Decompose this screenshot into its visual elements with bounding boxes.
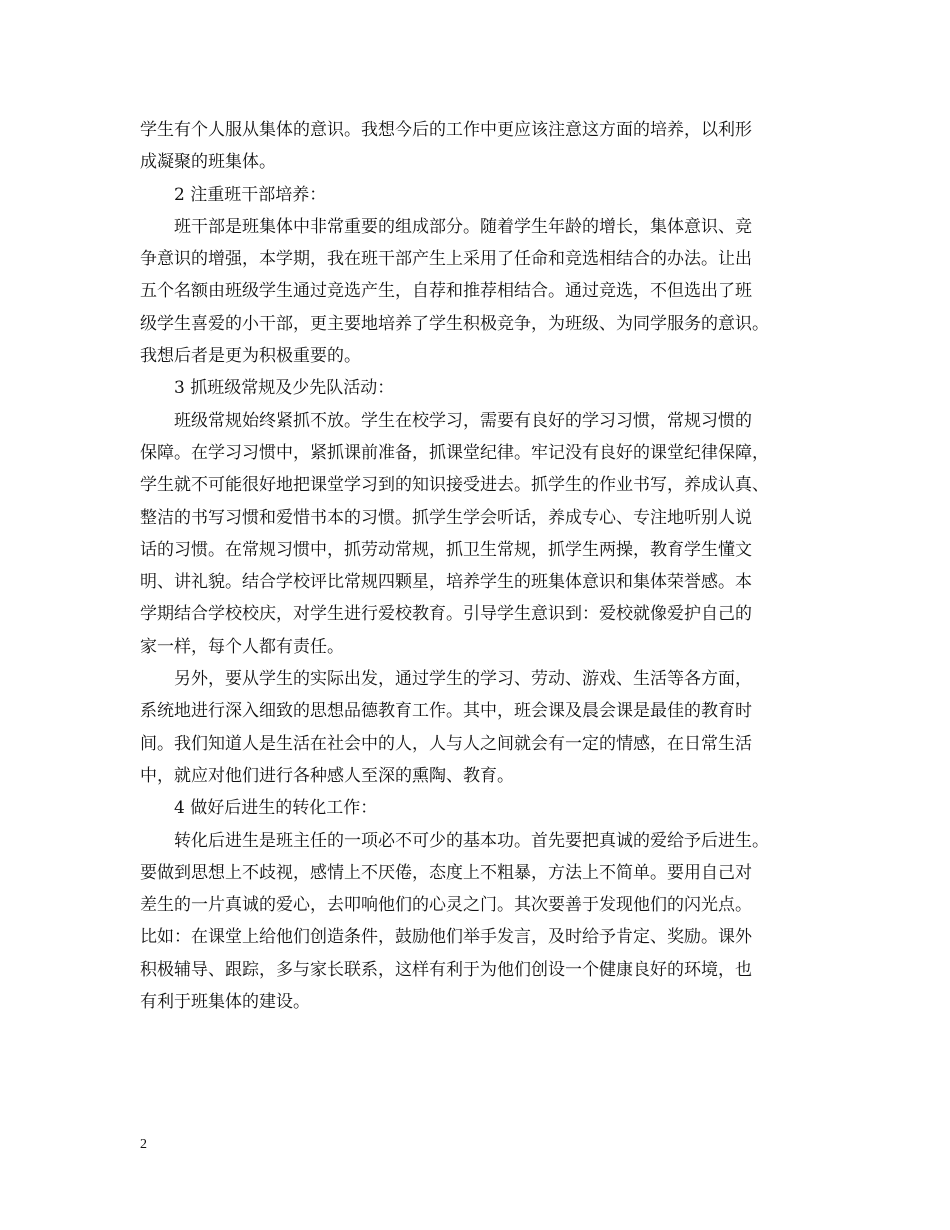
text-line: 整洁的书写习惯和爱惜书本的习惯。抓学生学会听话，养成专心、专注地听别人说 xyxy=(140,507,752,528)
text-line: 学生有个人服从集体的意识。我想今后的工作中更应该注意这方面的培养，以利形 xyxy=(140,120,752,140)
text-line: 转化后进生是班主任的一项必不可少的基本功。首先要把真诚的爱给予后进生。 xyxy=(174,830,769,851)
text-line: 五个名额由班级学生通过竞选产生，自荐和推荐相结合。通过竞选，不但选出了班 xyxy=(140,281,752,302)
text-line: 班级常规始终紧抓不放。学生在校学习，需要有良好的学习习惯，常规习惯的 xyxy=(174,410,752,431)
text-line: 保障。在学习习惯中，紧抓课前准备，抓课堂纪律。牢记没有良好的课堂纪律保障， xyxy=(140,442,769,463)
text-line: 有利于班集体的建设。 xyxy=(140,992,310,1013)
text-line: 2 注重班干部培养： xyxy=(174,184,327,205)
text-line: 成凝聚的班集体。 xyxy=(140,152,276,173)
text-line: 差生的一片真诚的爱心，去叩响他们的心灵之门。其次要善于发现他们的闪光点。 xyxy=(140,895,752,916)
text-line: 比如：在课堂上给他们创造条件，鼓励他们举手发言，及时给予肯定、奖励。课外 xyxy=(140,927,752,948)
text-line: 学期结合学校校庆，对学生进行爱校教育。引导学生意识到：爱校就像爱护自己的 xyxy=(140,604,752,625)
text-line: 话的习惯。在常规习惯中，抓劳动常规，抓卫生常规，抓学生两操，教育学生懂文 xyxy=(140,539,752,560)
text-line: 间。我们知道人是生活在社会中的人，人与人之间就会有一定的情感，在日常生活 xyxy=(140,733,752,754)
text-line: 中，就应对他们进行各种感人至深的熏陶、教育。 xyxy=(140,765,514,786)
text-line: 积极辅导、跟踪，多与家长联系，这样有利于为他们创设一个健康良好的环境，也 xyxy=(140,959,752,980)
text-line: 班干部是班集体中非常重要的组成部分。随着学生年龄的增长，集体意识、竞 xyxy=(174,216,752,237)
text-line: 3 抓班级常规及少先队活动： xyxy=(174,378,395,399)
text-line: 我想后者是更为积极重要的。 xyxy=(140,346,361,367)
page-number: 2 xyxy=(140,1137,147,1152)
text-line: 学生就不可能很好地把课堂学习到的知识接受进去。抓学生的作业书写，养成认真、 xyxy=(140,475,769,496)
text-line: 级学生喜爱的小干部，更主要地培养了学生积极竞争，为班级、为同学服务的意识。 xyxy=(140,313,769,334)
body-text xyxy=(140,114,810,1018)
text-line: 4 做好后进生的转化工作： xyxy=(174,798,378,819)
text-line: 另外，要从学生的实际出发，通过学生的学习、劳动、游戏、生活等各方面， xyxy=(174,669,752,690)
text-line: 要做到思想上不歧视，感情上不厌倦，态度上不粗暴，方法上不简单。要用自己对 xyxy=(140,862,752,883)
text-line: 家一样，每个人都有责任。 xyxy=(140,636,344,657)
text-line: 明、讲礼貌。结合学校评比常规四颗星，培养学生的班集体意识和集体荣誉感。本 xyxy=(140,572,752,593)
text-line: 系统地进行深入细致的思想品德教育工作。其中，班会课及晨会课是最佳的教育时 xyxy=(140,701,752,722)
text-line: 争意识的增强，本学期，我在班干部产生上采用了任命和竞选相结合的办法。让出 xyxy=(140,249,752,270)
